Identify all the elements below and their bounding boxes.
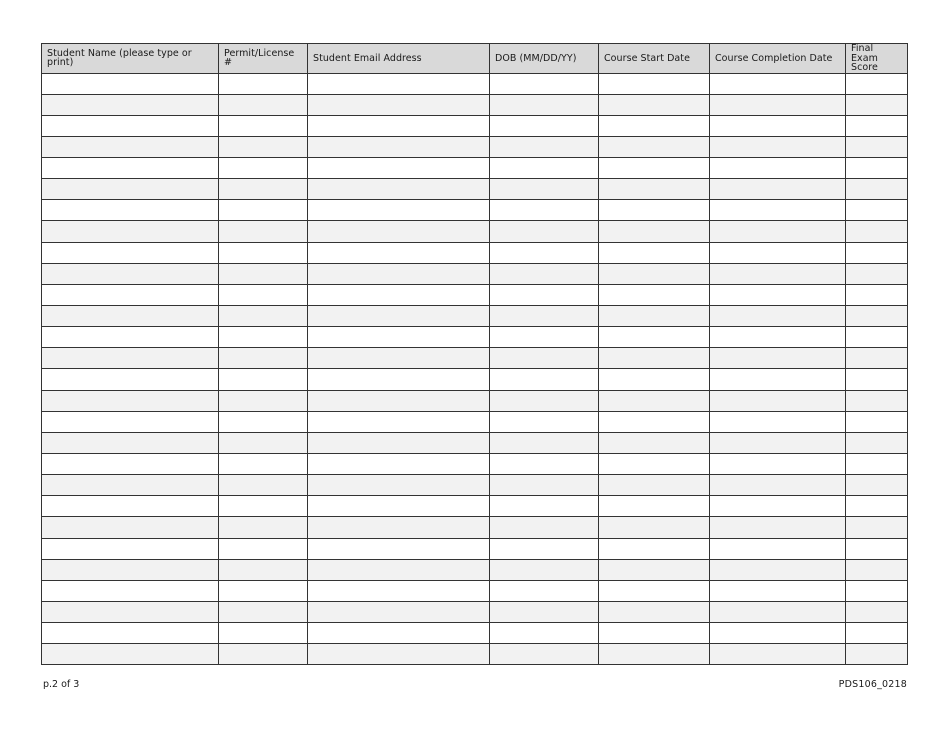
student-email-cell[interactable] bbox=[308, 115, 490, 136]
student-email-cell[interactable] bbox=[308, 242, 490, 263]
course-start-date-cell[interactable] bbox=[599, 454, 710, 475]
student-name-cell[interactable] bbox=[42, 411, 219, 432]
student-email-cell[interactable] bbox=[308, 580, 490, 601]
permit-license-cell[interactable] bbox=[219, 327, 308, 348]
final-exam-score-cell[interactable] bbox=[846, 94, 908, 115]
permit-license-cell[interactable] bbox=[219, 73, 308, 94]
permit-license-cell[interactable] bbox=[219, 580, 308, 601]
student-name-cell[interactable] bbox=[42, 454, 219, 475]
student-name-cell[interactable] bbox=[42, 73, 219, 94]
student-name-cell[interactable] bbox=[42, 623, 219, 644]
student-email-cell[interactable] bbox=[308, 538, 490, 559]
final-exam-score-cell[interactable] bbox=[846, 115, 908, 136]
student-name-cell[interactable] bbox=[42, 115, 219, 136]
table-row bbox=[42, 538, 908, 559]
permit-license-cell[interactable] bbox=[219, 369, 308, 390]
course-completion-date-cell[interactable] bbox=[710, 284, 846, 305]
student-email-cell[interactable] bbox=[308, 517, 490, 538]
final-exam-score-cell[interactable] bbox=[846, 158, 908, 179]
student-name-cell[interactable] bbox=[42, 94, 219, 115]
student-email-cell[interactable] bbox=[308, 221, 490, 242]
permit-license-cell[interactable] bbox=[219, 559, 308, 580]
course-completion-date-cell[interactable] bbox=[710, 73, 846, 94]
student-name-cell[interactable] bbox=[42, 263, 219, 284]
table-row bbox=[42, 94, 908, 115]
dob-cell[interactable] bbox=[490, 327, 599, 348]
final-exam-score-cell[interactable] bbox=[846, 221, 908, 242]
student-email-cell[interactable] bbox=[308, 390, 490, 411]
student-email-cell[interactable] bbox=[308, 602, 490, 623]
table-row bbox=[42, 496, 908, 517]
course-completion-date-cell[interactable] bbox=[710, 263, 846, 284]
permit-license-cell[interactable] bbox=[219, 602, 308, 623]
permit-license-cell[interactable] bbox=[219, 221, 308, 242]
table-row bbox=[42, 602, 908, 623]
student-email-cell[interactable] bbox=[308, 411, 490, 432]
student-email-cell[interactable] bbox=[308, 496, 490, 517]
course-completion-date-cell[interactable] bbox=[710, 369, 846, 390]
permit-license-cell[interactable] bbox=[219, 179, 308, 200]
table-row bbox=[42, 390, 908, 411]
column-header-course-start-date: Course Start Date bbox=[599, 44, 710, 74]
dob-cell[interactable] bbox=[490, 242, 599, 263]
course-start-date-cell[interactable] bbox=[599, 517, 710, 538]
table-row bbox=[42, 454, 908, 475]
table-row bbox=[42, 179, 908, 200]
course-start-date-cell[interactable] bbox=[599, 179, 710, 200]
dob-cell[interactable] bbox=[490, 369, 599, 390]
final-exam-score-cell[interactable] bbox=[846, 390, 908, 411]
course-start-date-cell[interactable] bbox=[599, 390, 710, 411]
column-header-permit-license: Permit/License # bbox=[219, 44, 308, 74]
table-row bbox=[42, 200, 908, 221]
course-start-date-cell[interactable] bbox=[599, 559, 710, 580]
course-completion-date-cell[interactable] bbox=[710, 517, 846, 538]
dob-cell[interactable] bbox=[490, 454, 599, 475]
student-email-cell[interactable] bbox=[308, 327, 490, 348]
dob-cell[interactable] bbox=[490, 221, 599, 242]
student-name-cell[interactable] bbox=[42, 517, 219, 538]
student-name-cell[interactable] bbox=[42, 200, 219, 221]
permit-license-cell[interactable] bbox=[219, 242, 308, 263]
student-name-cell[interactable] bbox=[42, 369, 219, 390]
student-email-cell[interactable] bbox=[308, 623, 490, 644]
table-row bbox=[42, 644, 908, 665]
dob-cell[interactable] bbox=[490, 94, 599, 115]
course-completion-date-cell[interactable] bbox=[710, 559, 846, 580]
permit-license-cell[interactable] bbox=[219, 136, 308, 157]
course-start-date-cell[interactable] bbox=[599, 369, 710, 390]
course-completion-date-cell[interactable] bbox=[710, 475, 846, 496]
dob-cell[interactable] bbox=[490, 179, 599, 200]
final-exam-score-cell[interactable] bbox=[846, 496, 908, 517]
final-exam-score-cell[interactable] bbox=[846, 432, 908, 453]
final-exam-score-cell[interactable] bbox=[846, 538, 908, 559]
student-name-cell[interactable] bbox=[42, 602, 219, 623]
course-start-date-cell[interactable] bbox=[599, 496, 710, 517]
dob-cell[interactable] bbox=[490, 411, 599, 432]
course-start-date-cell[interactable] bbox=[599, 602, 710, 623]
dob-cell[interactable] bbox=[490, 115, 599, 136]
final-exam-score-cell[interactable] bbox=[846, 580, 908, 601]
dob-cell[interactable] bbox=[490, 559, 599, 580]
dob-cell[interactable] bbox=[490, 496, 599, 517]
student-name-cell[interactable] bbox=[42, 390, 219, 411]
dob-cell[interactable] bbox=[490, 602, 599, 623]
course-start-date-cell[interactable] bbox=[599, 623, 710, 644]
course-start-date-cell[interactable] bbox=[599, 115, 710, 136]
final-exam-score-cell[interactable] bbox=[846, 623, 908, 644]
student-roster-table bbox=[41, 43, 908, 665]
permit-license-cell[interactable] bbox=[219, 538, 308, 559]
permit-license-cell[interactable] bbox=[219, 517, 308, 538]
student-email-cell[interactable] bbox=[308, 179, 490, 200]
student-name-cell[interactable] bbox=[42, 221, 219, 242]
dob-cell[interactable] bbox=[490, 73, 599, 94]
course-completion-date-cell[interactable] bbox=[710, 390, 846, 411]
final-exam-score-cell[interactable] bbox=[846, 179, 908, 200]
dob-cell[interactable] bbox=[490, 263, 599, 284]
permit-license-cell[interactable] bbox=[219, 496, 308, 517]
column-header-final-exam-score: Final Exam Score bbox=[846, 44, 908, 74]
final-exam-score-cell[interactable] bbox=[846, 411, 908, 432]
permit-license-cell[interactable] bbox=[219, 263, 308, 284]
student-email-cell[interactable] bbox=[308, 559, 490, 580]
course-completion-date-cell[interactable] bbox=[710, 454, 846, 475]
final-exam-score-cell[interactable] bbox=[846, 242, 908, 263]
table-row bbox=[42, 580, 908, 601]
final-exam-score-cell[interactable] bbox=[846, 73, 908, 94]
course-completion-date-cell[interactable] bbox=[710, 200, 846, 221]
table-row bbox=[42, 158, 908, 179]
student-name-cell[interactable] bbox=[42, 475, 219, 496]
final-exam-score-cell[interactable] bbox=[846, 475, 908, 496]
permit-license-cell[interactable] bbox=[219, 644, 308, 665]
table-row bbox=[42, 348, 908, 369]
table-row bbox=[42, 369, 908, 390]
student-name-cell[interactable] bbox=[42, 284, 219, 305]
student-email-cell[interactable] bbox=[308, 73, 490, 94]
course-completion-date-cell[interactable] bbox=[710, 623, 846, 644]
dob-cell[interactable] bbox=[490, 348, 599, 369]
table-row bbox=[42, 242, 908, 263]
course-start-date-cell[interactable] bbox=[599, 94, 710, 115]
course-start-date-cell[interactable] bbox=[599, 580, 710, 601]
final-exam-score-cell[interactable] bbox=[846, 306, 908, 327]
dob-cell[interactable] bbox=[490, 623, 599, 644]
permit-license-cell[interactable] bbox=[219, 623, 308, 644]
permit-license-cell[interactable] bbox=[219, 200, 308, 221]
course-start-date-cell[interactable] bbox=[599, 475, 710, 496]
course-completion-date-cell[interactable] bbox=[710, 602, 846, 623]
course-completion-date-cell[interactable] bbox=[710, 496, 846, 517]
column-header-student-name: Student Name (please type or print) bbox=[42, 44, 219, 74]
student-name-cell[interactable] bbox=[42, 158, 219, 179]
dob-cell[interactable] bbox=[490, 136, 599, 157]
course-completion-date-cell[interactable] bbox=[710, 580, 846, 601]
course-start-date-cell[interactable] bbox=[599, 306, 710, 327]
table-row bbox=[42, 136, 908, 157]
student-email-cell[interactable] bbox=[308, 644, 490, 665]
final-exam-score-cell[interactable] bbox=[846, 644, 908, 665]
course-completion-date-cell[interactable] bbox=[710, 221, 846, 242]
course-completion-date-cell[interactable] bbox=[710, 136, 846, 157]
course-start-date-cell[interactable] bbox=[599, 136, 710, 157]
course-start-date-cell[interactable] bbox=[599, 348, 710, 369]
student-name-cell[interactable] bbox=[42, 432, 219, 453]
course-completion-date-cell[interactable] bbox=[710, 327, 846, 348]
course-start-date-cell[interactable] bbox=[599, 284, 710, 305]
dob-cell[interactable] bbox=[490, 538, 599, 559]
dob-cell[interactable] bbox=[490, 306, 599, 327]
permit-license-cell[interactable] bbox=[219, 94, 308, 115]
student-name-cell[interactable] bbox=[42, 179, 219, 200]
page-number: p.2 of 3 bbox=[43, 679, 80, 690]
permit-license-cell[interactable] bbox=[219, 432, 308, 453]
table-row bbox=[42, 263, 908, 284]
final-exam-score-cell[interactable] bbox=[846, 559, 908, 580]
course-completion-date-cell[interactable] bbox=[710, 348, 846, 369]
course-start-date-cell[interactable] bbox=[599, 432, 710, 453]
course-completion-date-cell[interactable] bbox=[710, 179, 846, 200]
permit-license-cell[interactable] bbox=[219, 284, 308, 305]
course-completion-date-cell[interactable] bbox=[710, 115, 846, 136]
course-start-date-cell[interactable] bbox=[599, 538, 710, 559]
final-exam-score-cell[interactable] bbox=[846, 348, 908, 369]
table-row bbox=[42, 475, 908, 496]
student-name-cell[interactable] bbox=[42, 580, 219, 601]
table-row bbox=[42, 327, 908, 348]
dob-cell[interactable] bbox=[490, 644, 599, 665]
final-exam-score-cell[interactable] bbox=[846, 136, 908, 157]
student-name-cell[interactable] bbox=[42, 644, 219, 665]
final-exam-score-cell[interactable] bbox=[846, 284, 908, 305]
final-exam-score-cell[interactable] bbox=[846, 517, 908, 538]
student-email-cell[interactable] bbox=[308, 284, 490, 305]
dob-cell[interactable] bbox=[490, 517, 599, 538]
roster-body bbox=[42, 73, 908, 665]
final-exam-score-cell[interactable] bbox=[846, 200, 908, 221]
student-email-cell[interactable] bbox=[308, 348, 490, 369]
final-exam-score-cell[interactable] bbox=[846, 454, 908, 475]
permit-license-cell[interactable] bbox=[219, 158, 308, 179]
student-name-cell[interactable] bbox=[42, 348, 219, 369]
student-email-cell[interactable] bbox=[308, 432, 490, 453]
form-id: PDS106_0218 bbox=[838, 679, 907, 690]
table-row bbox=[42, 73, 908, 94]
dob-cell[interactable] bbox=[490, 284, 599, 305]
dob-cell[interactable] bbox=[490, 200, 599, 221]
student-name-cell[interactable] bbox=[42, 136, 219, 157]
dob-cell[interactable] bbox=[490, 390, 599, 411]
course-completion-date-cell[interactable] bbox=[710, 411, 846, 432]
table-row bbox=[42, 432, 908, 453]
student-email-cell[interactable] bbox=[308, 454, 490, 475]
course-start-date-cell[interactable] bbox=[599, 263, 710, 284]
student-email-cell[interactable] bbox=[308, 369, 490, 390]
permit-license-cell[interactable] bbox=[219, 115, 308, 136]
course-start-date-cell[interactable] bbox=[599, 242, 710, 263]
dob-cell[interactable] bbox=[490, 432, 599, 453]
column-header-course-completion-date: Course Completion Date bbox=[710, 44, 846, 74]
course-completion-date-cell[interactable] bbox=[710, 538, 846, 559]
student-email-cell[interactable] bbox=[308, 200, 490, 221]
column-header-student-email: Student Email Address bbox=[308, 44, 490, 74]
course-completion-date-cell[interactable] bbox=[710, 306, 846, 327]
student-name-cell[interactable] bbox=[42, 242, 219, 263]
table-row bbox=[42, 221, 908, 242]
permit-license-cell[interactable] bbox=[219, 348, 308, 369]
course-completion-date-cell[interactable] bbox=[710, 242, 846, 263]
course-completion-date-cell[interactable] bbox=[710, 644, 846, 665]
table-row bbox=[42, 623, 908, 644]
table-row bbox=[42, 411, 908, 432]
course-start-date-cell[interactable] bbox=[599, 221, 710, 242]
course-start-date-cell[interactable] bbox=[599, 644, 710, 665]
student-email-cell[interactable] bbox=[308, 94, 490, 115]
final-exam-score-cell[interactable] bbox=[846, 263, 908, 284]
dob-cell[interactable] bbox=[490, 475, 599, 496]
table-row bbox=[42, 517, 908, 538]
table-header-row bbox=[42, 44, 908, 74]
student-email-cell[interactable] bbox=[308, 136, 490, 157]
student-email-cell[interactable] bbox=[308, 263, 490, 284]
permit-license-cell[interactable] bbox=[219, 475, 308, 496]
permit-license-cell[interactable] bbox=[219, 454, 308, 475]
course-start-date-cell[interactable] bbox=[599, 411, 710, 432]
course-start-date-cell[interactable] bbox=[599, 158, 710, 179]
table-row bbox=[42, 306, 908, 327]
course-completion-date-cell[interactable] bbox=[710, 432, 846, 453]
course-completion-date-cell[interactable] bbox=[710, 158, 846, 179]
student-name-cell[interactable] bbox=[42, 559, 219, 580]
table-row bbox=[42, 284, 908, 305]
student-name-cell[interactable] bbox=[42, 327, 219, 348]
final-exam-score-cell[interactable] bbox=[846, 369, 908, 390]
column-header-dob: DOB (MM/DD/YY) bbox=[490, 44, 599, 74]
student-name-cell[interactable] bbox=[42, 538, 219, 559]
dob-cell[interactable] bbox=[490, 580, 599, 601]
permit-license-cell[interactable] bbox=[219, 411, 308, 432]
course-start-date-cell[interactable] bbox=[599, 327, 710, 348]
student-email-cell[interactable] bbox=[308, 306, 490, 327]
course-completion-date-cell[interactable] bbox=[710, 94, 846, 115]
student-name-cell[interactable] bbox=[42, 306, 219, 327]
student-email-cell[interactable] bbox=[308, 475, 490, 496]
table-row bbox=[42, 115, 908, 136]
student-name-cell[interactable] bbox=[42, 496, 219, 517]
student-email-cell[interactable] bbox=[308, 158, 490, 179]
course-start-date-cell[interactable] bbox=[599, 73, 710, 94]
final-exam-score-cell[interactable] bbox=[846, 602, 908, 623]
dob-cell[interactable] bbox=[490, 158, 599, 179]
course-start-date-cell[interactable] bbox=[599, 200, 710, 221]
table-row bbox=[42, 559, 908, 580]
permit-license-cell[interactable] bbox=[219, 390, 308, 411]
permit-license-cell[interactable] bbox=[219, 306, 308, 327]
final-exam-score-cell[interactable] bbox=[846, 327, 908, 348]
